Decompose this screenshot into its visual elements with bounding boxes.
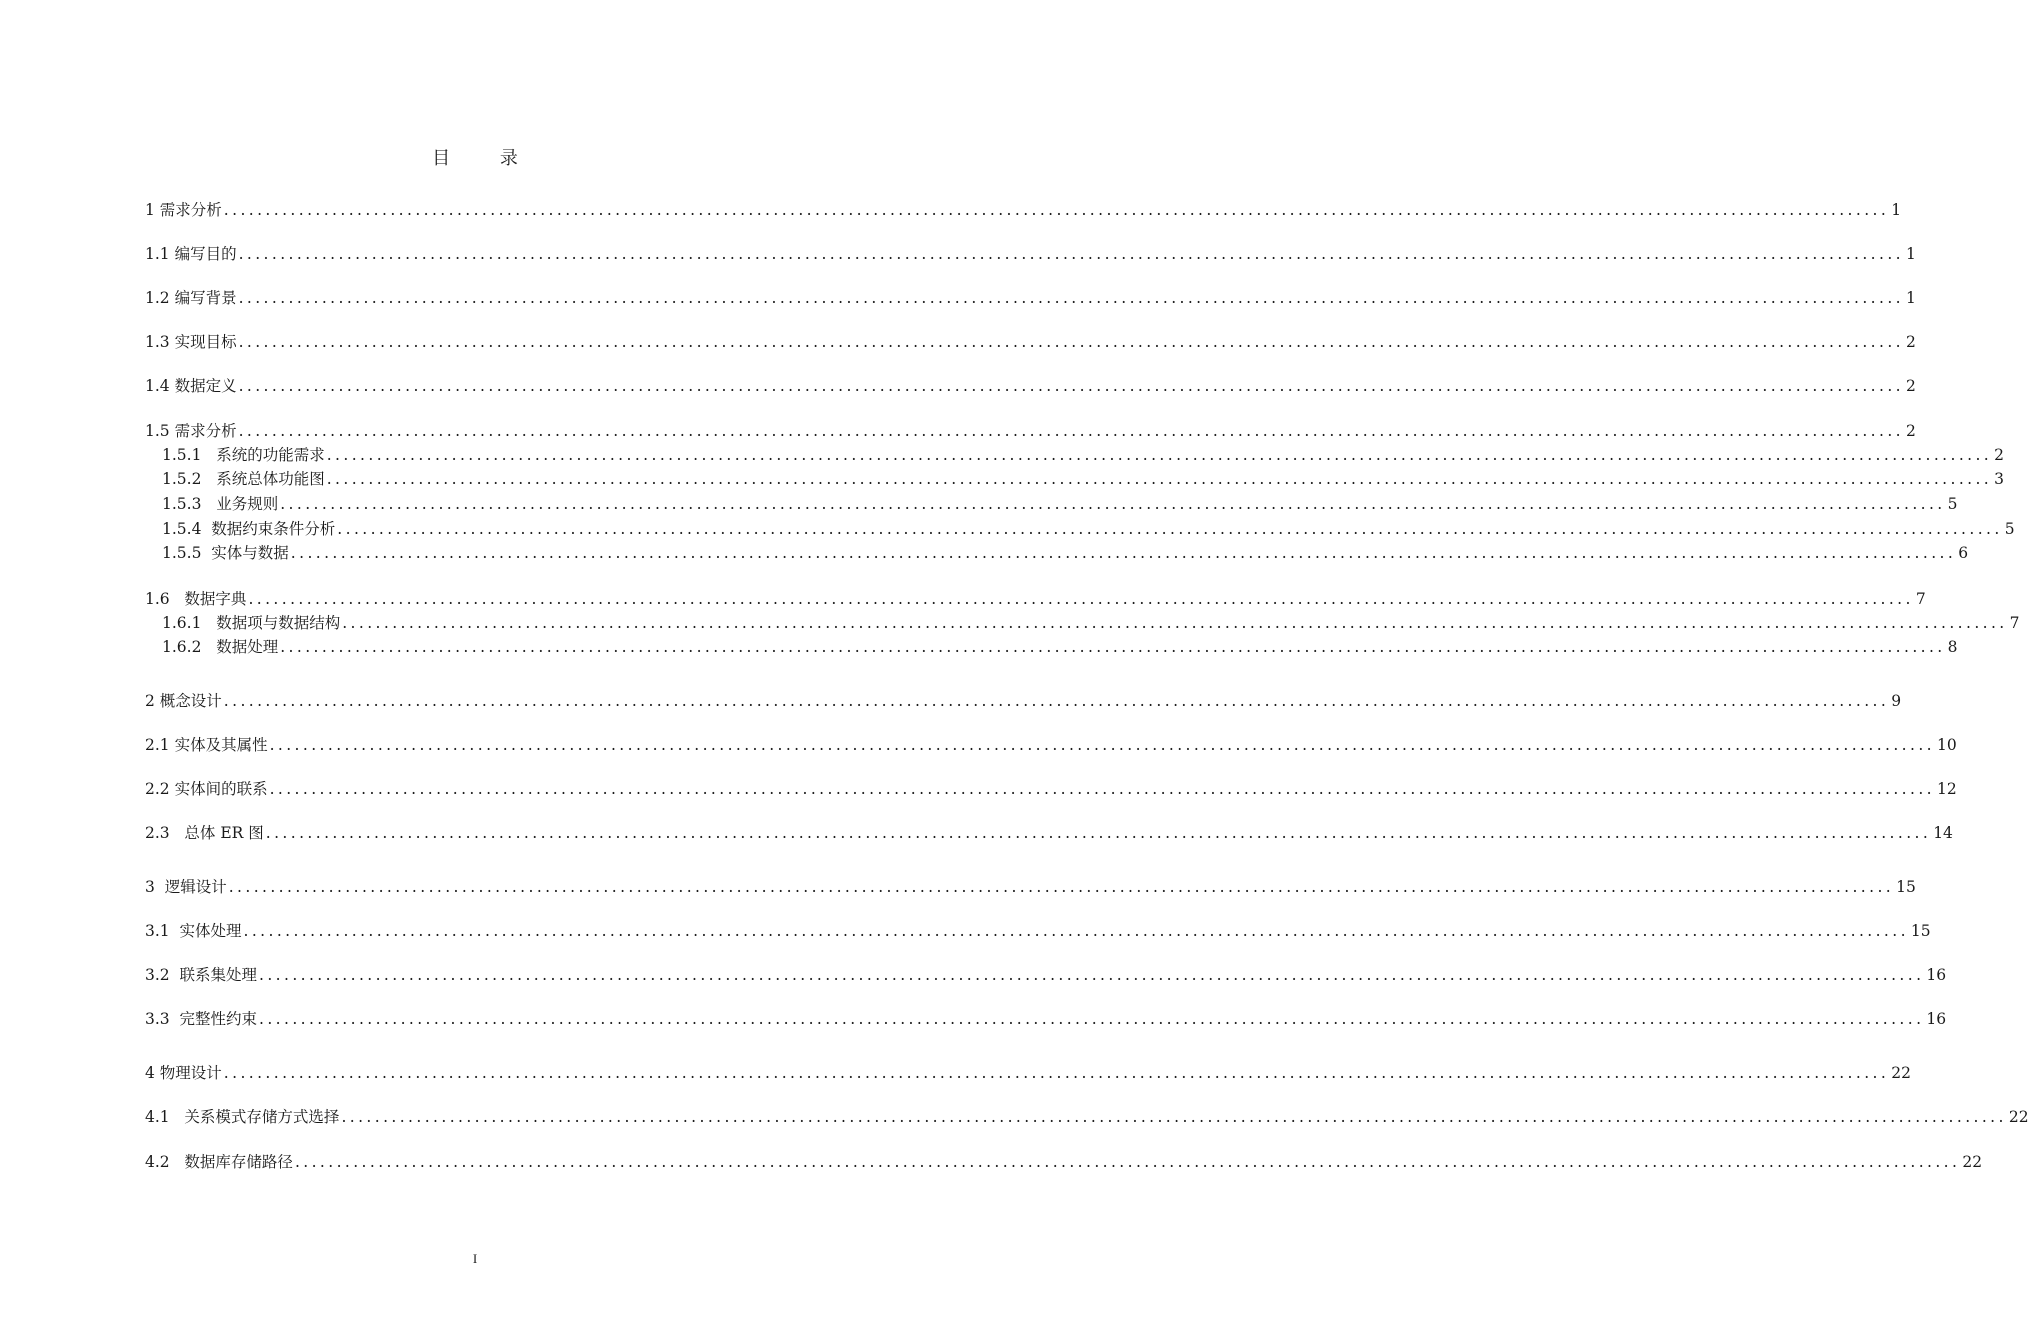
- dot-leader: ........................................................................................................................................................................................................: [238, 245, 1904, 263]
- toc-entry[interactable]: [145, 919, 1931, 941]
- dot-leader: ........................................................................................................................................................................................................: [223, 1064, 1890, 1082]
- toc-entry-label: 3.1 实体处理: [145, 922, 242, 940]
- toc-entry[interactable]: [162, 611, 2020, 633]
- dot-leader: ........................................................................................................................................................................................................: [326, 470, 1993, 488]
- toc-entry[interactable]: [145, 821, 1953, 843]
- dot-leader: ........................................................................................................................................................................................................: [265, 824, 1932, 842]
- toc-entry-label: 2.1 实体及其属性: [145, 736, 268, 754]
- toc-entry[interactable]: [145, 1061, 1911, 1083]
- toc-entry-page: 2: [1905, 333, 1916, 351]
- toc-entry-page: 5: [2004, 520, 2015, 538]
- toc-entry-label: 1.6.2 数据处理: [162, 638, 279, 656]
- toc-entry-page: 5: [1947, 495, 1958, 513]
- toc-entry[interactable]: [145, 777, 1957, 799]
- toc-entry-page: 14: [1933, 824, 1953, 842]
- dot-leader: ........................................................................................................................................................................................................: [243, 922, 1909, 940]
- toc-entry-label: 1.6 数据字典: [145, 590, 247, 608]
- dot-leader: ........................................................................................................................................................................................................: [223, 201, 1890, 219]
- toc-entry-page: 2: [1905, 422, 1916, 440]
- toc-entry-label: 1.5.4 数据约束条件分析: [162, 520, 336, 538]
- toc-entry-label: 1.5.3 业务规则: [162, 495, 279, 513]
- dot-leader: ........................................................................................................................................................................................................: [341, 1108, 2007, 1126]
- toc-entry[interactable]: [162, 492, 1958, 514]
- toc-entry-page: 16: [1926, 1010, 1947, 1028]
- toc-entry-label: 1.5 需求分析: [145, 422, 237, 440]
- toc-entry-page: 10: [1936, 736, 1957, 754]
- dot-leader: ........................................................................................................................................................................................................: [280, 638, 1946, 656]
- toc-entry[interactable]: [145, 963, 1947, 985]
- toc-entry[interactable]: [145, 875, 1916, 897]
- toc-entry-label: 1.4 数据定义: [145, 377, 237, 395]
- toc-entry-page: 7: [2009, 614, 2020, 632]
- dot-leader: ........................................................................................................................................................................................................: [248, 590, 1914, 608]
- toc-entry-label: 2 概念设计: [145, 692, 222, 710]
- toc-entry[interactable]: [145, 1150, 1983, 1172]
- toc-entry-page: 2: [1994, 446, 2005, 464]
- toc-entry-page: 7: [1915, 590, 1926, 608]
- toc-entry-label: 3.3 完整性约束: [145, 1010, 258, 1028]
- toc-entry-page: 22: [1891, 1064, 1911, 1082]
- toc-entry-page: 1: [1905, 289, 1916, 307]
- dot-leader: ........................................................................................................................................................................................................: [269, 736, 1935, 754]
- toc-entry-label: 1.3 实现目标: [145, 333, 237, 351]
- toc-entry-label: 1.1 编写目的: [145, 245, 237, 263]
- toc-entry-label: 1.2 编写背景: [145, 289, 237, 307]
- toc-entry-label: 3 逻辑设计: [145, 878, 227, 896]
- toc-entry-page: 22: [1962, 1153, 1983, 1171]
- toc-entry-label: 2.2 实体间的联系: [145, 780, 268, 798]
- toc-entry-page: 6: [1958, 544, 1969, 562]
- toc-entry-page: 9: [1891, 692, 1902, 710]
- toc-entry[interactable]: [162, 541, 1969, 563]
- dot-leader: ........................................................................................................................................................................................................: [228, 878, 1895, 896]
- toc-entry[interactable]: [145, 286, 1916, 308]
- toc-entry-page: 1: [1891, 201, 1902, 219]
- dot-leader: ........................................................................................................................................................................................................: [294, 1153, 1961, 1171]
- dot-leader: ........................................................................................................................................................................................................: [337, 520, 2003, 538]
- toc-entry-label: 1.5.2 系统总体功能图: [162, 470, 325, 488]
- toc-entry-page: 2: [1905, 377, 1916, 395]
- toc-entry-label: 1.5.1 系统的功能需求: [162, 446, 325, 464]
- toc-entry[interactable]: [162, 517, 2015, 539]
- page-number: I: [472, 1251, 478, 1266]
- toc-entry-page: 16: [1926, 966, 1947, 984]
- toc-entry-label: 4 物理设计: [145, 1064, 222, 1082]
- toc-entry-label: 4.2 数据库存储路径: [145, 1153, 293, 1171]
- toc-entry-page: 8: [1947, 638, 1958, 656]
- toc-entry[interactable]: [145, 1007, 1947, 1029]
- toc-entry[interactable]: [145, 374, 1916, 396]
- dot-leader: ........................................................................................................................................................................................................: [238, 377, 1904, 395]
- toc-entry[interactable]: [145, 242, 1916, 264]
- dot-leader: ........................................................................................................................................................................................................: [238, 289, 1904, 307]
- toc-entry-label: 1.6.1 数据项与数据结构: [162, 614, 341, 632]
- toc-entry-page: 22: [2008, 1108, 2029, 1126]
- toc-entry[interactable]: [145, 198, 1902, 220]
- dot-leader: ........................................................................................................................................................................................................: [280, 495, 1946, 513]
- dot-leader: ........................................................................................................................................................................................................: [290, 544, 1957, 562]
- dot-leader: ........................................................................................................................................................................................................: [238, 333, 1904, 351]
- toc-entry[interactable]: [145, 733, 1957, 755]
- page-title: 目 录: [432, 148, 540, 169]
- toc-entry-label: 2.3 总体 ER 图: [145, 824, 264, 842]
- toc-entry[interactable]: [162, 467, 2005, 489]
- toc-entry[interactable]: [145, 330, 1916, 352]
- dot-leader: ........................................................................................................................................................................................................: [269, 780, 1935, 798]
- dot-leader: ........................................................................................................................................................................................................: [238, 422, 1904, 440]
- dot-leader: ........................................................................................................................................................................................................: [259, 966, 1925, 984]
- toc-entry[interactable]: [162, 635, 1958, 657]
- toc-entry-page: 12: [1936, 780, 1957, 798]
- toc-entry-page: 15: [1910, 922, 1931, 940]
- toc-entry[interactable]: [145, 689, 1902, 711]
- toc-entry[interactable]: [162, 443, 2005, 465]
- dot-leader: ........................................................................................................................................................................................................: [342, 614, 2008, 632]
- toc-entry-page: 1: [1905, 245, 1916, 263]
- toc-entry[interactable]: [145, 1105, 2029, 1127]
- toc-entry-page: 15: [1896, 878, 1916, 896]
- toc-entry-label: 3.2 联系集处理: [145, 966, 258, 984]
- toc-entry-label: 4.1 关系模式存储方式选择: [145, 1108, 340, 1126]
- toc-entry-label: 1.5.5 实体与数据: [162, 544, 289, 562]
- dot-leader: ........................................................................................................................................................................................................: [259, 1010, 1925, 1028]
- dot-leader: ........................................................................................................................................................................................................: [326, 446, 1993, 464]
- toc-entry-page: 3: [1994, 470, 2005, 488]
- toc-entry[interactable]: [145, 587, 1926, 609]
- toc-entry-label: 1 需求分析: [145, 201, 222, 219]
- toc-entry[interactable]: [145, 419, 1916, 441]
- dot-leader: ........................................................................................................................................................................................................: [223, 692, 1890, 710]
